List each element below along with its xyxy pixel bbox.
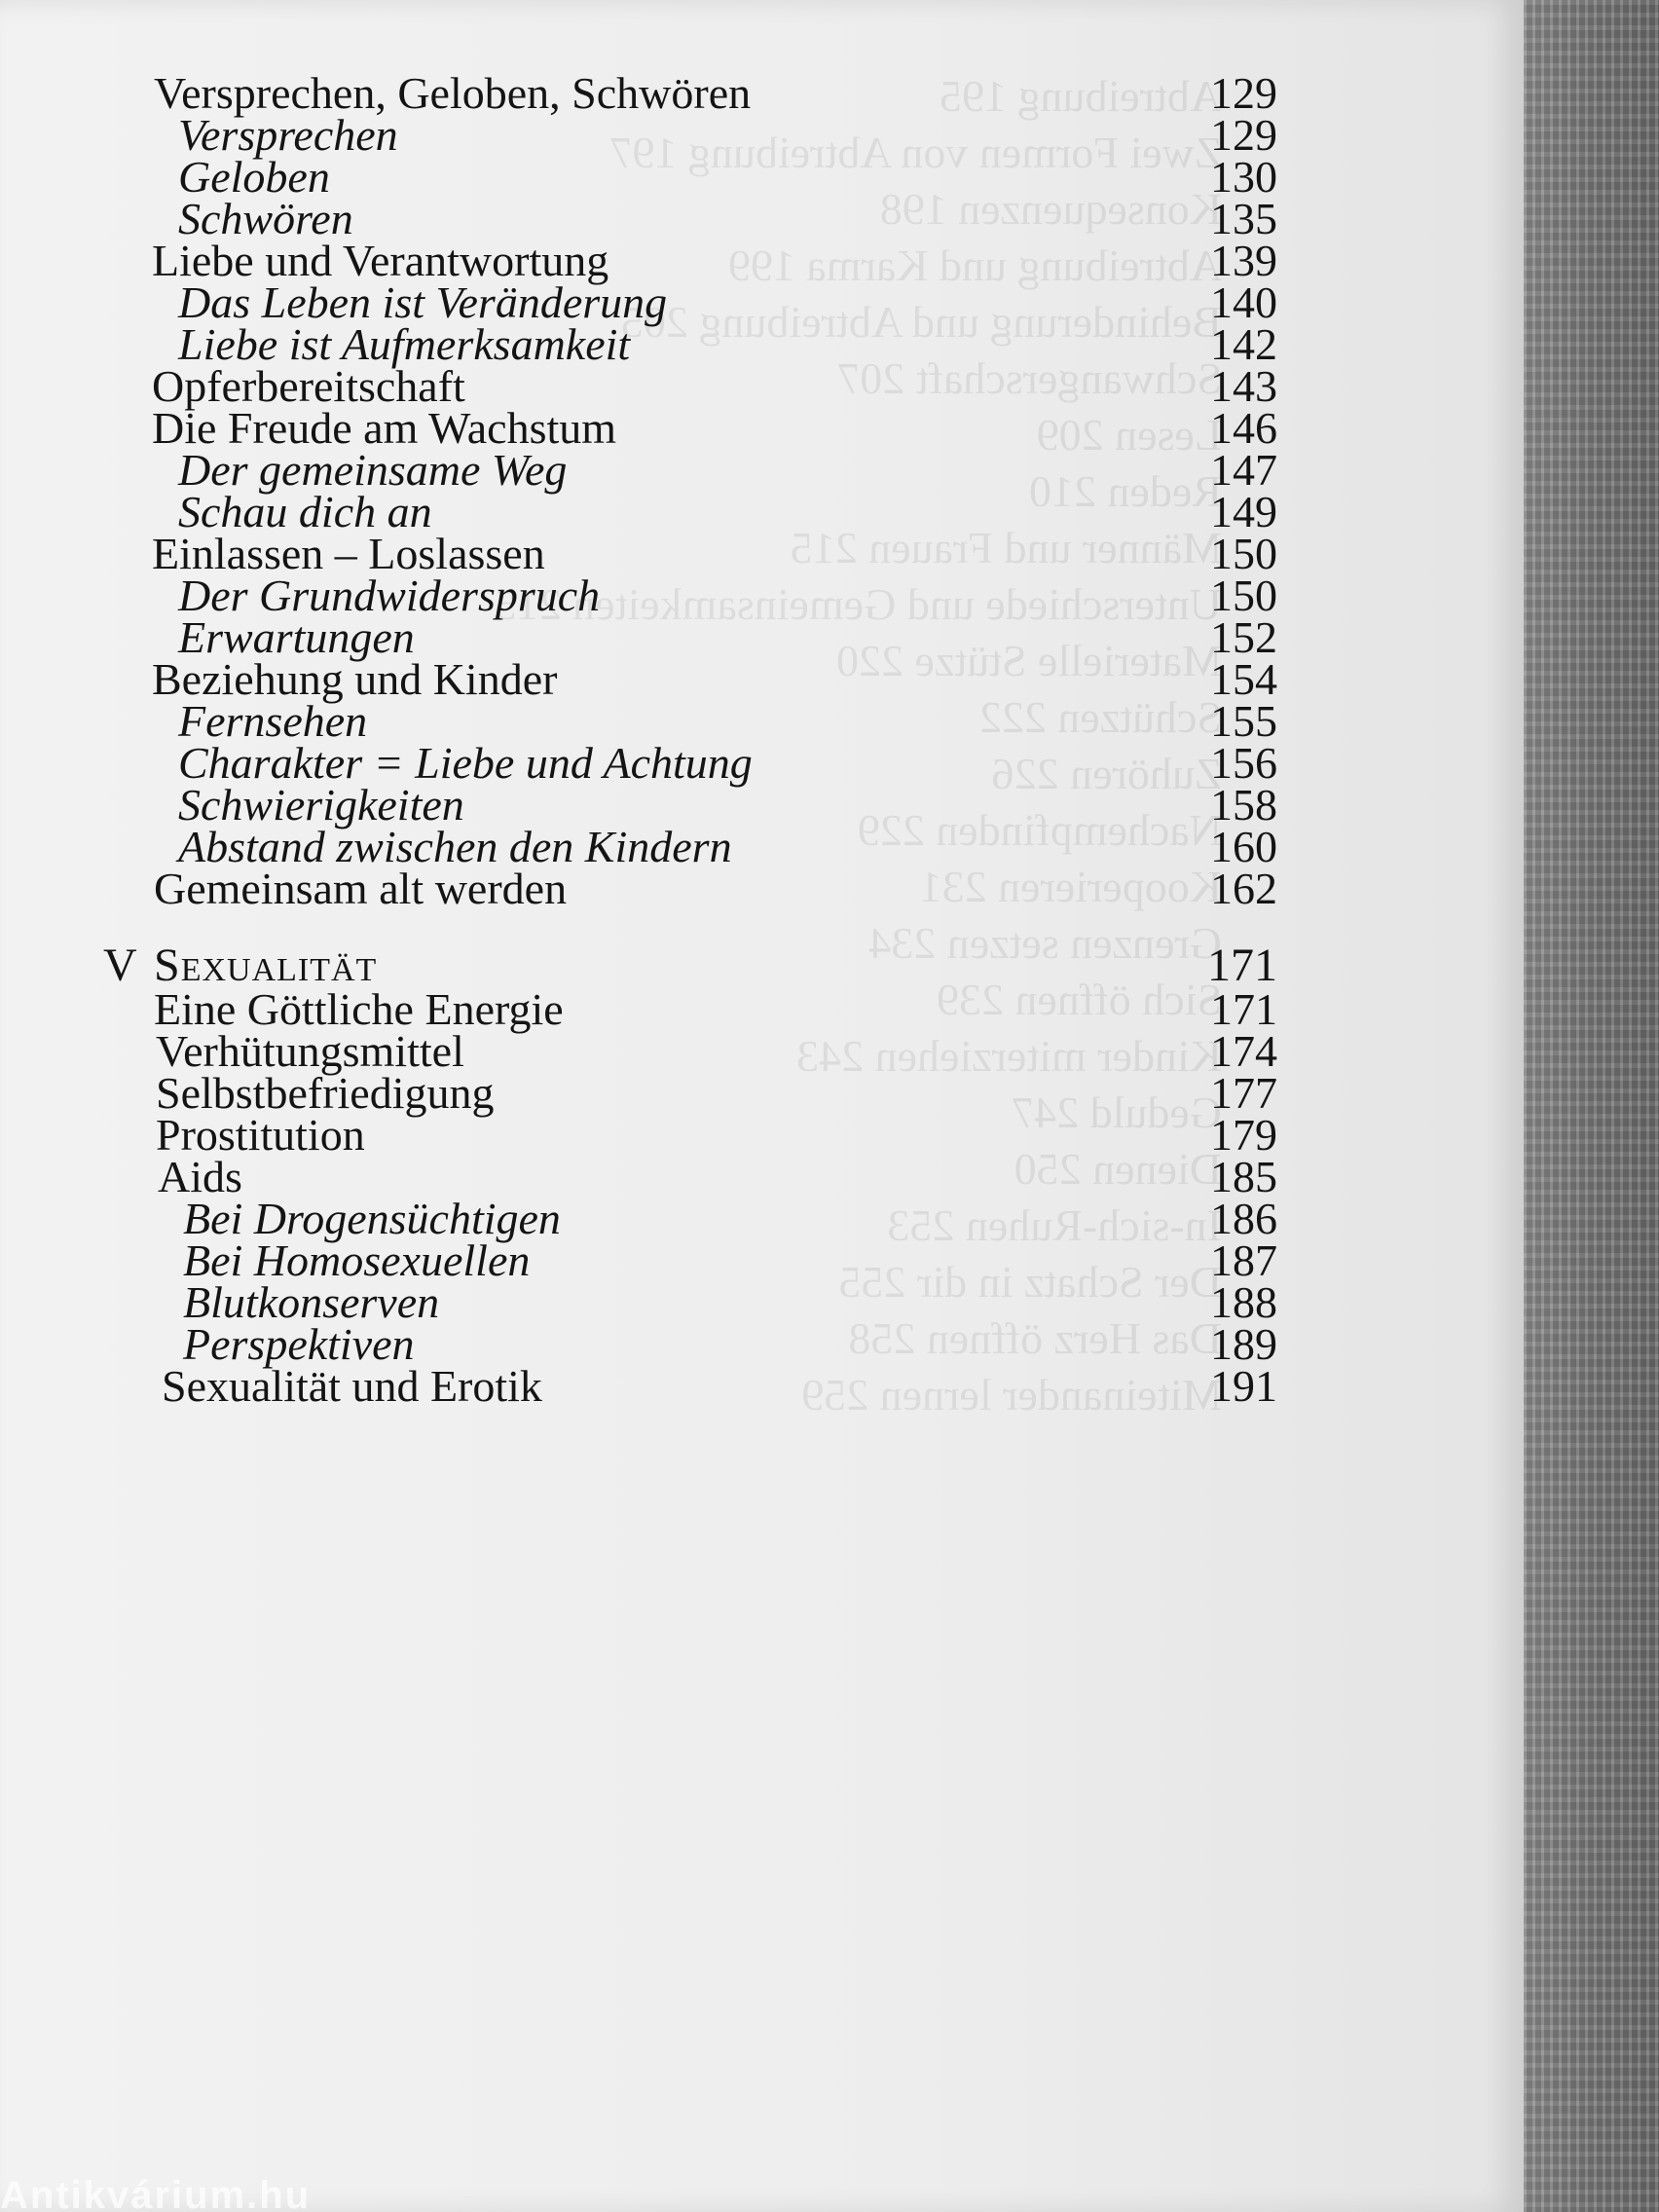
show-through-line: Materielle Stütze 220 [836, 636, 1222, 685]
entry-page-number: 179 [1210, 1110, 1277, 1160]
entry-page-number: 140 [1210, 277, 1277, 327]
entry-page-number: 150 [1210, 571, 1277, 620]
show-through-line: Sich öffnen 239 [936, 975, 1222, 1024]
entry-title: Versprechen [178, 110, 398, 160]
entry-title: Das Leben ist Veränderung [178, 277, 668, 327]
show-through-line: Abtreibung 195 [939, 71, 1222, 121]
entry-title: Eine Göttliche Energie [154, 984, 564, 1034]
entry-page-number: 142 [1210, 319, 1277, 369]
entry-title: Selbstbefriedigung [156, 1068, 495, 1118]
entry-page-number: 152 [1210, 612, 1277, 662]
entry-title: Schwierigkeiten [178, 780, 464, 830]
toc-entry [0, 860, 1285, 918]
show-through-line: Dienen 250 [1014, 1144, 1222, 1194]
entry-title: Die Freude am Wachstum [152, 403, 617, 453]
entry-page-number: 186 [1210, 1194, 1277, 1243]
show-through-line: Geduld 247 [1012, 1088, 1222, 1137]
entry-title: Sexualität und Erotik [162, 1361, 542, 1411]
entry-title: Verhütungsmittel [156, 1026, 464, 1076]
entry-title: Versprechen, Geloben, Schwören [154, 68, 752, 118]
show-through-line: Behinderung und Abtreibung 205 [620, 297, 1222, 347]
entry-page-number: 171 [1210, 984, 1277, 1034]
entry-page-number: 130 [1210, 152, 1277, 202]
entry-page-number: 160 [1210, 822, 1277, 871]
show-through-line: Das Herz öffnen 258 [848, 1313, 1222, 1363]
chapter-number: V [103, 940, 137, 991]
entry-page-number: 147 [1210, 445, 1277, 495]
entry-title: Geloben [178, 152, 330, 202]
chapter-title: Sexualität [154, 940, 378, 991]
entry-title: Einlassen – Loslassen [152, 529, 545, 578]
show-through-line: Schwangerschaft 207 [837, 353, 1222, 403]
show-through-line: Grenzen setzen 234 [868, 918, 1222, 968]
entry-title: Gemeinsam alt werden [154, 864, 568, 913]
show-through-line: Abtreibung und Karma 199 [727, 240, 1222, 290]
entry-page-number: 188 [1210, 1277, 1277, 1327]
show-through-line: In-sich-Ruhen 253 [887, 1200, 1222, 1250]
watermark-text: Antikvárium.hu [0, 2174, 312, 2212]
entry-page-number: 191 [1210, 1361, 1277, 1411]
show-through-line: Männer und Frauen 215 [790, 523, 1222, 572]
entry-page-number: 150 [1210, 529, 1277, 578]
show-through-line: Lesen 209 [1036, 410, 1222, 460]
show-through-line: Schützen 222 [978, 692, 1222, 742]
show-through-line: Kooperieren 231 [919, 862, 1222, 911]
show-through-line: Der Schatz in dir 255 [838, 1257, 1222, 1307]
entry-title: Schwören [178, 194, 353, 243]
chapter-page-number: 171 [1207, 940, 1277, 991]
entry-page-number: 174 [1210, 1026, 1277, 1076]
show-through-line: Zwei Formen von Abtreibung 197 [609, 128, 1222, 177]
entry-page-number: 143 [1210, 361, 1277, 411]
entry-title: Bei Homosexuellen [183, 1235, 531, 1285]
show-through-line: Reden 210 [1028, 466, 1222, 516]
show-through-line: Kinder miterziehen 243 [796, 1031, 1222, 1081]
show-through-line: Nachempfinden 229 [857, 805, 1222, 855]
entry-page-number: 155 [1210, 696, 1277, 746]
show-through-line: Miteinander lernen 259 [801, 1370, 1222, 1419]
entry-title: Der gemeinsame Weg [178, 445, 568, 495]
entry-title: Abstand zwischen den Kindern [178, 822, 732, 871]
entry-title: Aids [158, 1152, 242, 1201]
entry-title: Schau dich an [178, 487, 432, 536]
toc-entry [0, 1357, 1285, 1416]
entry-page-number: 149 [1210, 487, 1277, 536]
entry-page-number: 129 [1210, 68, 1277, 118]
entry-title: Charakter = Liebe und Achtung [178, 738, 753, 788]
entry-page-number: 185 [1210, 1152, 1277, 1201]
entry-title: Opferbereitschaft [152, 361, 465, 411]
entry-title: Prostitution [156, 1110, 365, 1160]
entry-page-number: 189 [1210, 1319, 1277, 1369]
show-through-line: Unterschiede und Gemeinsamkeiten 215 [494, 579, 1222, 629]
entry-title: Fernsehen [178, 696, 368, 746]
entry-title: Perspektiven [183, 1319, 415, 1369]
entry-title: Erwartungen [178, 612, 415, 662]
book-edge [1524, 0, 1659, 2212]
show-through-line: Zuhören 226 [991, 749, 1222, 798]
entry-title: Blutkonserven [183, 1277, 440, 1327]
entry-title: Liebe und Verantwortung [152, 236, 609, 285]
entry-page-number: 139 [1210, 236, 1277, 285]
entry-page-number: 135 [1210, 194, 1277, 243]
entry-page-number: 187 [1210, 1235, 1277, 1285]
entry-title: Liebe ist Aufmerksamkeit [178, 319, 631, 369]
entry-page-number: 156 [1210, 738, 1277, 788]
entry-page-number: 162 [1210, 864, 1277, 913]
entry-page-number: 154 [1210, 654, 1277, 704]
entry-title: Der Grundwiderspruch [178, 571, 601, 620]
entry-title: Beziehung und Kinder [152, 654, 558, 704]
entry-page-number: 146 [1210, 403, 1277, 453]
show-through-line: Konsequenzen 198 [879, 184, 1222, 234]
entry-page-number: 158 [1210, 780, 1277, 830]
entry-title: Bei Drogensüchtigen [183, 1194, 561, 1243]
entry-page-number: 177 [1210, 1068, 1277, 1118]
entry-page-number: 129 [1210, 110, 1277, 160]
